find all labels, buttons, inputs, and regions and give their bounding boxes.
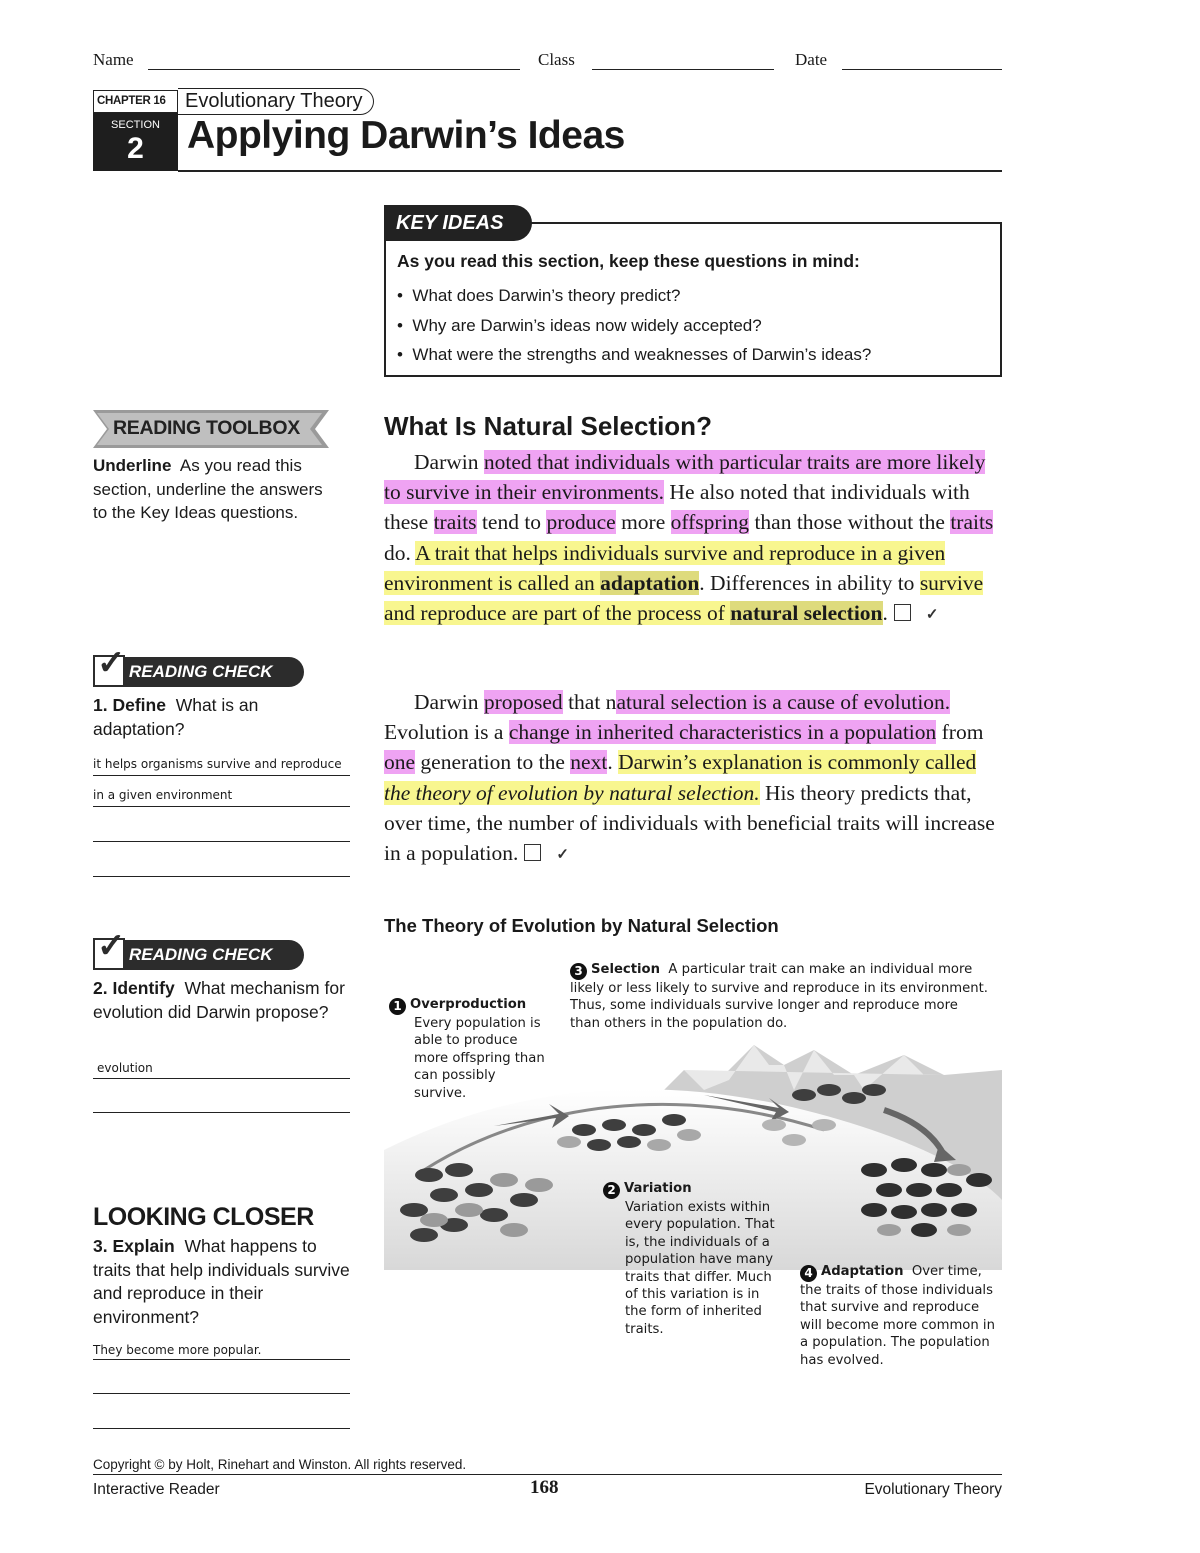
name-label: Name	[93, 50, 134, 69]
chapter-box	[93, 90, 178, 113]
chapter-title: Evolutionary Theory	[178, 88, 374, 115]
answer-line[interactable]	[93, 876, 350, 877]
term-natural-selection: natural selection	[730, 601, 883, 626]
check1-answer-line2[interactable]: in a given environment	[93, 788, 233, 802]
footer-right: Evolutionary Theory	[864, 1481, 1002, 1498]
reading-check-checkbox-icon	[894, 604, 911, 621]
closer-question: 3. Explain What happens to traits that help individuals survive and reproduce in their environment?	[93, 1236, 350, 1327]
footer-rule	[93, 1474, 1002, 1475]
answer-line[interactable]	[93, 1112, 350, 1113]
step-variation: 2 Variation Variation exists within every population. That is, the individuals of a population have many traits that differ. Much of this variation is in the form of inherited traits.	[603, 1180, 783, 1338]
reading-check-checkbox-icon	[524, 844, 541, 861]
paragraph-2: Darwin proposed that natural selection is a cause of evolution. Evolution is a change in inherited characteristics in a population from one generation to the next. Darwin’s explanation is commonly called the theory of evolution by natural selection. His theory predicts that, over time, the number of individuals with beneficial traits will increase in a population.✓	[384, 687, 998, 868]
looking-closer-heading: LOOKING CLOSER	[93, 1203, 314, 1231]
step-selection: 3 Selection A particular trait can make an individual more likely or less likely to survive and reproduce in its environment. Thus, some individuals survive longer and reproduce more than others in the population do.	[570, 962, 988, 1031]
check1-question: 1. Define What is an adaptation?	[93, 695, 259, 739]
footer-left: Interactive Reader	[93, 1481, 220, 1498]
key-ideas-badge	[384, 205, 532, 241]
class-field[interactable]	[592, 69, 774, 70]
answer-line	[93, 806, 350, 807]
name-field[interactable]	[148, 69, 520, 70]
class-label: Class	[538, 50, 575, 69]
key-ideas-list	[397, 281, 871, 370]
answer-line	[93, 1359, 350, 1360]
toolbox-body: As you read this section, underline the answers to the Key Ideas questions.	[93, 456, 323, 523]
answer-line	[93, 1078, 350, 1079]
check2-question: 2. Identify What mechanism for evolution did Darwin propose?	[93, 978, 345, 1022]
list-item: • Why are Darwin’s ideas now widely accepted?	[397, 315, 762, 335]
key-ideas-label: KEY IDEAS	[396, 212, 504, 234]
section-heading: What Is Natural Selection?	[384, 411, 712, 441]
date-field[interactable]	[842, 69, 1002, 70]
toolbox-title: Underline	[93, 456, 172, 475]
step-number-icon: 3	[570, 963, 587, 980]
list-item: • What does Darwin’s theory predict?	[397, 286, 681, 305]
answer-line	[93, 775, 350, 776]
reading-toolbox-label: READING TOOLBOX	[113, 417, 300, 439]
paragraph-1: Darwin noted that individuals with particular traits are more likely to survive in their environments. He also noted that individuals with these traits tend to produce more offspring than those without the traits do. A trait that helps individuals survive and reproduce in a given environment is called an adaptation. Differences in ability to survive and reproduce are part of the process of natural selection.✓	[384, 447, 998, 628]
section-number: 2	[127, 132, 144, 165]
step-overproduction: 1 Overproduction Every population is able to produce more offspring than can possibly survive.	[389, 996, 549, 1102]
chapter-label: CHAPTER 16	[97, 95, 166, 107]
reading-check-badge: READING CHECK	[93, 657, 304, 687]
check1-answer-line1[interactable]: it helps organisms survive and reproduce	[93, 757, 342, 771]
answer-line[interactable]	[93, 1428, 350, 1429]
check2-answer-line1[interactable]: evolution	[97, 1061, 153, 1075]
toolbox-text	[93, 454, 333, 525]
reading-check-badge: READING CHECK	[93, 940, 304, 970]
step-number-icon: 4	[800, 1265, 817, 1282]
answer-line[interactable]	[93, 841, 350, 842]
figure-title: The Theory of Evolution by Natural Selection	[384, 915, 779, 936]
step-number-icon: 1	[389, 998, 406, 1015]
closer-answer-line1[interactable]: They become more popular.	[93, 1343, 262, 1357]
step-number-icon: 2	[603, 1182, 620, 1199]
term-adaptation: adaptation	[600, 570, 700, 595]
key-ideas-intro: As you read this section, keep these questions in mind:	[397, 251, 860, 271]
answer-line[interactable]	[93, 1393, 350, 1394]
checkmark-icon: ✓	[93, 655, 125, 687]
list-item: • What were the strengths and weaknesses of Darwin’s ideas?	[397, 345, 872, 364]
step-adaptation: 4 Adaptation Over time, the traits of those individuals that survive and reproduce will become more common in a population. The population has evolved.	[800, 1264, 995, 1368]
page-number: 168	[530, 1477, 559, 1498]
date-label: Date	[795, 50, 828, 69]
page-title: Applying Darwin’s Ideas	[187, 114, 625, 157]
section-badge	[93, 113, 178, 171]
checkmark-icon: ✓	[93, 938, 125, 970]
copyright: Copyright © by Holt, Rinehart and Winston. All rights reserved.	[93, 1457, 467, 1472]
title-rule	[178, 170, 1002, 172]
section-label: SECTION	[111, 119, 160, 131]
